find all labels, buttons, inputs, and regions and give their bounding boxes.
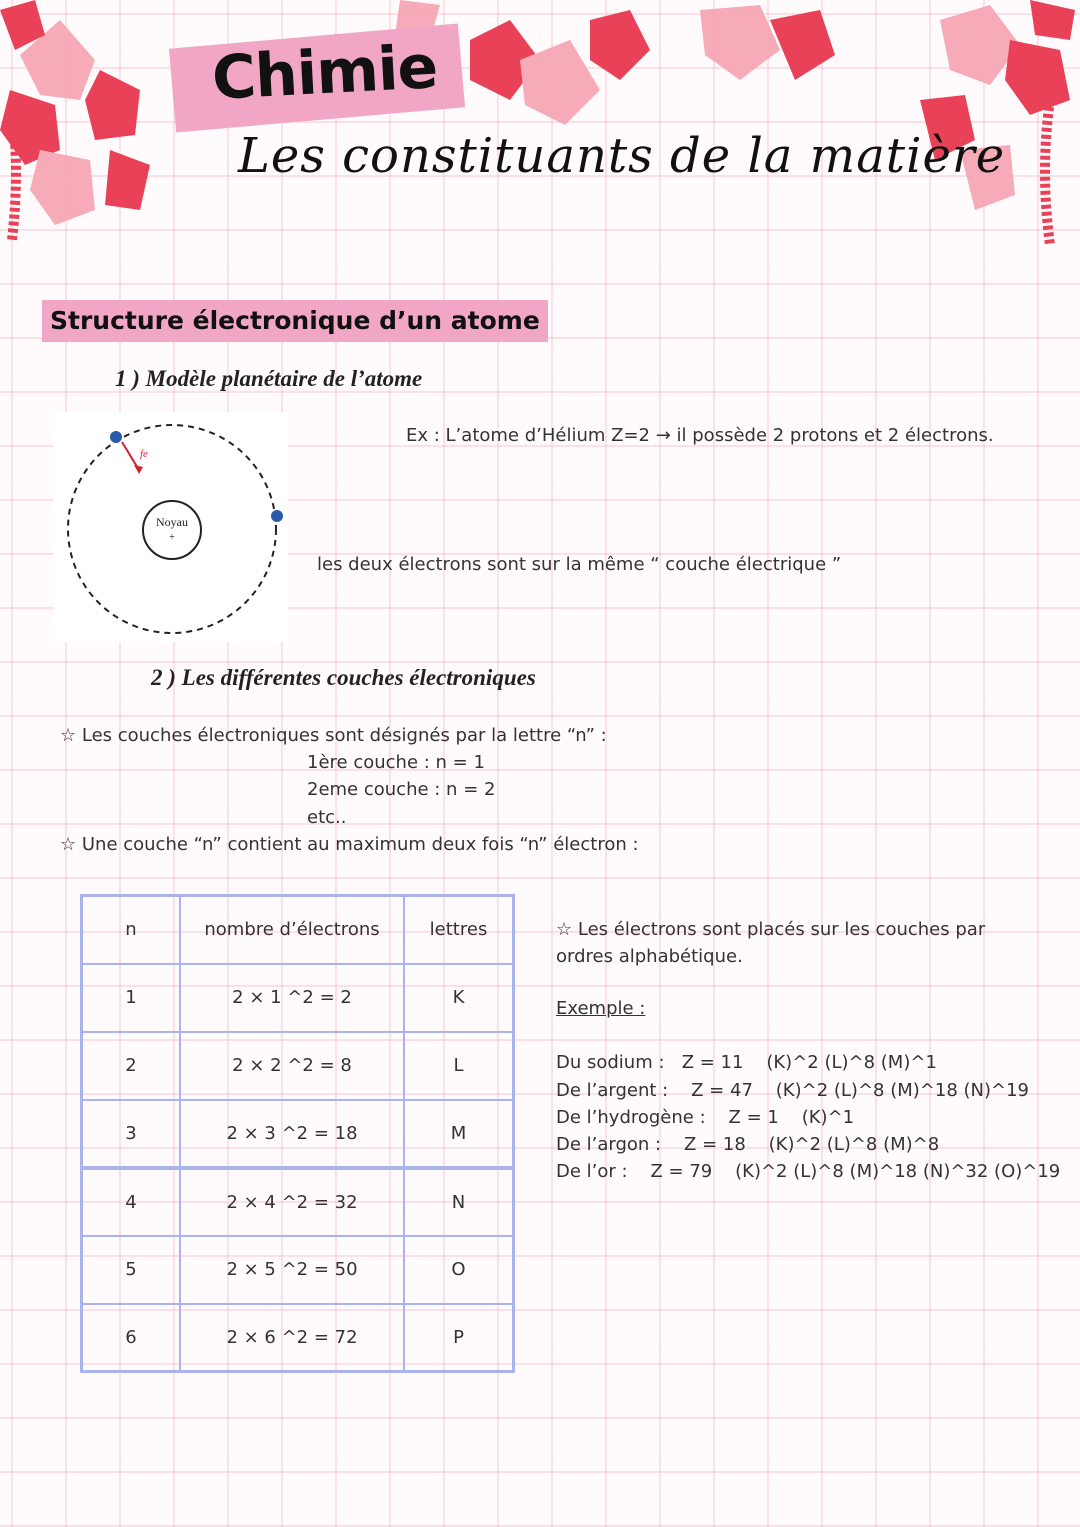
cell-count: 2 × 4 ^2 = 32 [180,1168,404,1236]
alphabetical-rule: ☆ Les électrons sont placés sur les couches par ordres alphabétique. [556,919,986,967]
cell-n: 4 [82,1168,181,1236]
leaf-cluster-left [0,0,150,240]
bullet-max-electrons: ☆ Une couche “n” contient au maximum deux fois “n” électron : [60,834,639,855]
section-title: Structure électronique d’un atome [42,300,548,342]
cell-count: 2 × 3 ^2 = 18 [180,1100,404,1168]
leaf-cluster-right [920,0,1075,245]
planetary-model-diagram [54,412,288,642]
example-silver: De l’argent : Z = 47 (K)^2 (L)^8 (M)^18 (N)^19 [556,1080,1029,1101]
atom-diagram-svg [54,412,288,642]
page-title: Chimie [210,32,439,114]
electron-2 [271,510,283,522]
cell-count: 2 × 6 ^2 = 72 [180,1304,404,1372]
cell-letter: N [404,1168,514,1236]
cell-letter: O [404,1236,514,1304]
nucleus-circle [143,501,201,559]
cell-n: 3 [82,1100,181,1168]
header-letters: lettres [404,896,514,964]
nucleus-label: Noyau [156,515,188,529]
table-row [82,1168,514,1236]
table-header-row [82,896,514,964]
example-gold: De l’or : Z = 79 (K)^2 (L)^8 (M)^18 (N)^32 (O)^19 [556,1161,1061,1182]
example-argon: De l’argon : Z = 18 (K)^2 (L)^8 (M)^8 [556,1134,940,1155]
cell-letter: P [404,1304,514,1372]
shells-table [80,894,515,1373]
cell-letter: L [404,1032,514,1100]
force-label: fe [140,448,148,460]
example-hydrogen: De l’hydrogène : Z = 1 (K)^1 [556,1107,855,1128]
cell-letter: K [404,964,514,1032]
cell-letter: M [404,1100,514,1168]
example-sodium: Du sodium : Z = 11 (K)^2 (L)^8 (M)^1 [556,1052,937,1073]
table-row [82,1304,514,1372]
nucleus-sign: + [169,532,175,543]
cell-n: 6 [82,1304,181,1372]
shell-line-2: 2eme couche : n = 2 [307,779,496,800]
shell-line-1: 1ère couche : n = 1 [307,752,485,773]
helium-example: Ex : L’atome d’Hélium Z=2 → il possède 2 protons et 2 électrons. [406,425,994,446]
cell-n: 1 [82,964,181,1032]
cell-count: 2 × 1 ^2 = 2 [180,964,404,1032]
table-row [82,1032,514,1100]
cell-count: 2 × 5 ^2 = 50 [180,1236,404,1304]
electron-1 [110,431,122,443]
table-row [82,1100,514,1168]
same-shell-note: les deux électrons sont sur la même “ couche électrique ” [317,554,842,575]
header-electron-count: nombre d’électrons [180,896,404,964]
shell-line-etc: etc.. [307,807,347,828]
cell-n: 2 [82,1032,181,1100]
part2-heading: 2 ) Les différentes couches électroniques [151,665,536,690]
table-row [82,1236,514,1304]
cell-count: 2 × 2 ^2 = 8 [180,1032,404,1100]
table-row [82,964,514,1032]
bullet-shell-letter: ☆ Les couches électroniques sont désignés par la lettre “n” : [60,725,607,746]
page-subtitle: Les constituants de la matière [238,128,1006,184]
force-arrow-head [134,465,143,474]
header-n: n [82,896,181,964]
part1-heading: 1 ) Modèle planétaire de l’atome [115,366,423,391]
cell-n: 5 [82,1236,181,1304]
example-label: Exemple : [556,998,646,1019]
